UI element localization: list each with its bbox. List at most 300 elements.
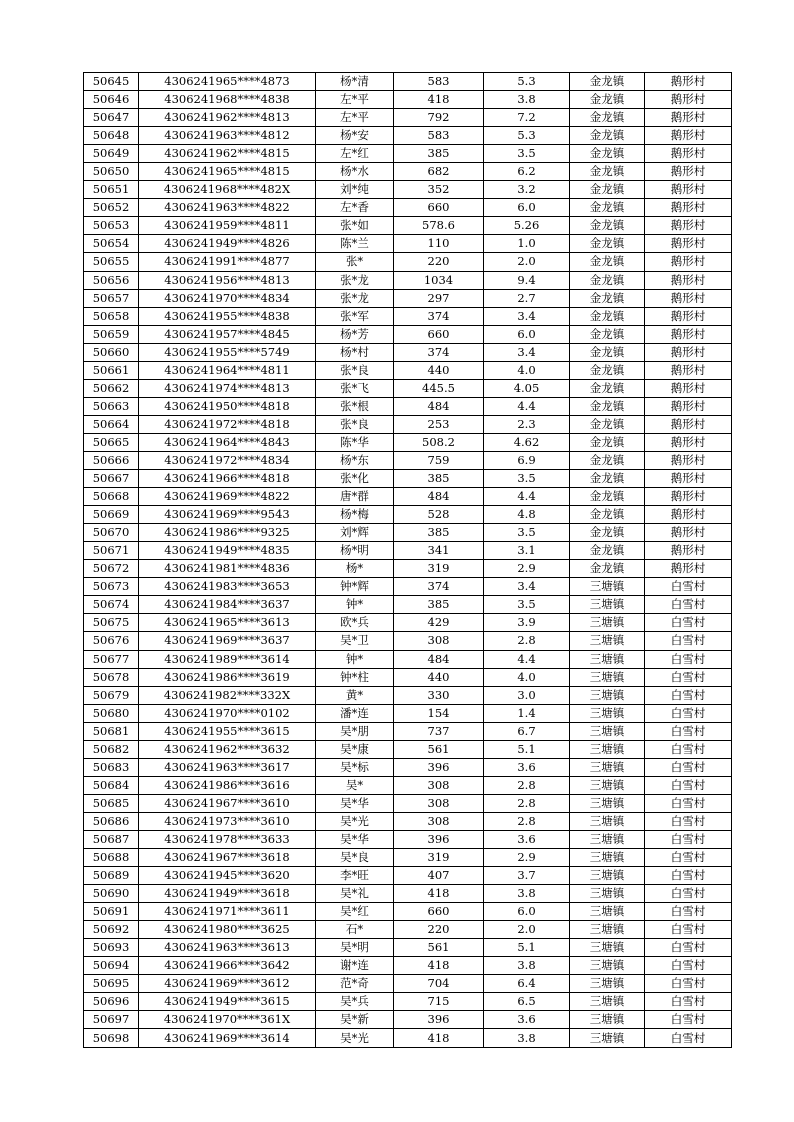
area-cell: 3.8 [484,1029,570,1047]
id-number-cell: 4306241983****3653 [139,578,316,596]
town-cell: 金龙镇 [570,506,645,524]
town-cell: 金龙镇 [570,470,645,488]
name-cell: 张* [316,253,394,271]
village-cell: 白雪村 [645,812,732,830]
amount-cell: 341 [394,542,484,560]
town-cell: 金龙镇 [570,451,645,469]
table-row [84,235,732,253]
area-cell: 2.0 [484,921,570,939]
village-cell: 白雪村 [645,740,732,758]
table-row [84,488,732,506]
table-row [84,127,732,145]
village-cell: 鹅形村 [645,163,732,181]
table-row [84,379,732,397]
area-cell: 2.8 [484,812,570,830]
table-row [84,722,732,740]
serial-number-cell: 50695 [84,975,139,993]
amount-cell: 418 [394,885,484,903]
table-row [84,470,732,488]
area-cell: 5.1 [484,740,570,758]
village-cell: 鹅形村 [645,109,732,127]
table-row [84,325,732,343]
serial-number-cell: 50692 [84,921,139,939]
area-cell: 4.05 [484,379,570,397]
amount-cell: 352 [394,181,484,199]
area-cell: 6.7 [484,722,570,740]
table-row [84,451,732,469]
town-cell: 金龙镇 [570,397,645,415]
table-row [84,217,732,235]
area-cell: 5.26 [484,217,570,235]
name-cell: 刘*纯 [316,181,394,199]
town-cell: 金龙镇 [570,127,645,145]
id-number-cell: 4306241978****3633 [139,830,316,848]
records-table-body [84,73,732,1048]
id-number-cell: 4306241986****3619 [139,668,316,686]
serial-number-cell: 50651 [84,181,139,199]
table-row [84,686,732,704]
name-cell: 杨* [316,560,394,578]
village-cell: 白雪村 [645,722,732,740]
area-cell: 6.0 [484,903,570,921]
id-number-cell: 4306241969****4822 [139,488,316,506]
id-number-cell: 4306241970****0102 [139,704,316,722]
table-row [84,650,732,668]
village-cell: 白雪村 [645,686,732,704]
id-number-cell: 4306241969****9543 [139,506,316,524]
amount-cell: 396 [394,758,484,776]
amount-cell: 715 [394,993,484,1011]
village-cell: 鹅形村 [645,506,732,524]
serial-number-cell: 50652 [84,199,139,217]
amount-cell: 319 [394,560,484,578]
id-number-cell: 4306241962****4815 [139,145,316,163]
name-cell: 吴*新 [316,1011,394,1029]
village-cell: 白雪村 [645,596,732,614]
table-row [84,740,732,758]
town-cell: 金龙镇 [570,145,645,163]
id-number-cell: 4306241963****3617 [139,758,316,776]
amount-cell: 385 [394,145,484,163]
name-cell: 吴* [316,776,394,794]
village-cell: 白雪村 [645,578,732,596]
serial-number-cell: 50697 [84,1011,139,1029]
table-row [84,397,732,415]
name-cell: 左*香 [316,199,394,217]
town-cell: 金龙镇 [570,109,645,127]
area-cell: 2.8 [484,776,570,794]
serial-number-cell: 50673 [84,578,139,596]
serial-number-cell: 50649 [84,145,139,163]
serial-number-cell: 50685 [84,794,139,812]
serial-number-cell: 50687 [84,830,139,848]
amount-cell: 220 [394,253,484,271]
name-cell: 左*平 [316,109,394,127]
area-cell: 4.0 [484,361,570,379]
table-row [84,776,732,794]
id-number-cell: 4306241962****3632 [139,740,316,758]
village-cell: 白雪村 [645,650,732,668]
name-cell: 李*旺 [316,867,394,885]
area-cell: 3.1 [484,542,570,560]
town-cell: 三塘镇 [570,794,645,812]
area-cell: 3.4 [484,343,570,361]
table-row [84,73,732,91]
table-row [84,542,732,560]
id-number-cell: 4306241971****3611 [139,903,316,921]
id-number-cell: 4306241974****4813 [139,379,316,397]
serial-number-cell: 50646 [84,91,139,109]
amount-cell: 484 [394,397,484,415]
id-number-cell: 4306241949****3615 [139,993,316,1011]
serial-number-cell: 50654 [84,235,139,253]
area-cell: 4.4 [484,397,570,415]
town-cell: 三塘镇 [570,921,645,939]
name-cell: 刘*辉 [316,524,394,542]
name-cell: 张*龙 [316,289,394,307]
table-row [84,163,732,181]
name-cell: 黄* [316,686,394,704]
serial-number-cell: 50655 [84,253,139,271]
table-row [84,1011,732,1029]
amount-cell: 583 [394,73,484,91]
area-cell: 2.8 [484,794,570,812]
town-cell: 三塘镇 [570,578,645,596]
amount-cell: 578.6 [394,217,484,235]
table-row [84,560,732,578]
village-cell: 鹅形村 [645,307,732,325]
amount-cell: 508.2 [394,433,484,451]
area-cell: 3.8 [484,91,570,109]
amount-cell: 319 [394,849,484,867]
village-cell: 鹅形村 [645,145,732,163]
village-cell: 鹅形村 [645,433,732,451]
serial-number-cell: 50669 [84,506,139,524]
area-cell: 2.7 [484,289,570,307]
serial-number-cell: 50675 [84,614,139,632]
area-cell: 6.4 [484,975,570,993]
table-row [84,253,732,271]
area-cell: 3.9 [484,614,570,632]
table-row [84,903,732,921]
amount-cell: 154 [394,704,484,722]
table-row [84,199,732,217]
town-cell: 金龙镇 [570,415,645,433]
id-number-cell: 4306241980****3625 [139,921,316,939]
name-cell: 杨*梅 [316,506,394,524]
area-cell: 2.8 [484,632,570,650]
village-cell: 鹅形村 [645,379,732,397]
town-cell: 金龙镇 [570,542,645,560]
amount-cell: 385 [394,596,484,614]
amount-cell: 704 [394,975,484,993]
amount-cell: 440 [394,668,484,686]
id-number-cell: 4306241967****3610 [139,794,316,812]
town-cell: 三塘镇 [570,1011,645,1029]
id-number-cell: 4306241969****3612 [139,975,316,993]
name-cell: 杨*村 [316,343,394,361]
area-cell: 3.4 [484,307,570,325]
area-cell: 5.1 [484,939,570,957]
name-cell: 张*龙 [316,271,394,289]
name-cell: 杨*芳 [316,325,394,343]
id-number-cell: 4306241949****4826 [139,235,316,253]
town-cell: 三塘镇 [570,704,645,722]
village-cell: 白雪村 [645,1011,732,1029]
village-cell: 白雪村 [645,903,732,921]
name-cell: 吴*明 [316,939,394,957]
table-row [84,91,732,109]
amount-cell: 792 [394,109,484,127]
village-cell: 鹅形村 [645,470,732,488]
table-row [84,307,732,325]
town-cell: 三塘镇 [570,722,645,740]
village-cell: 白雪村 [645,885,732,903]
village-cell: 白雪村 [645,1029,732,1047]
serial-number-cell: 50678 [84,668,139,686]
serial-number-cell: 50653 [84,217,139,235]
serial-number-cell: 50645 [84,73,139,91]
area-cell: 4.4 [484,650,570,668]
village-cell: 鹅形村 [645,397,732,415]
town-cell: 三塘镇 [570,957,645,975]
area-cell: 9.4 [484,271,570,289]
id-number-cell: 4306241965****4873 [139,73,316,91]
id-number-cell: 4306241964****4811 [139,361,316,379]
area-cell: 1.0 [484,235,570,253]
area-cell: 3.2 [484,181,570,199]
amount-cell: 308 [394,812,484,830]
area-cell: 3.4 [484,578,570,596]
name-cell: 钟*柱 [316,668,394,686]
name-cell: 左*红 [316,145,394,163]
id-number-cell: 4306241956****4813 [139,271,316,289]
town-cell: 金龙镇 [570,163,645,181]
table-row [84,632,732,650]
table-row [84,343,732,361]
village-cell: 鹅形村 [645,199,732,217]
table-row [84,830,732,848]
village-cell: 鹅形村 [645,217,732,235]
town-cell: 金龙镇 [570,217,645,235]
amount-cell: 253 [394,415,484,433]
serial-number-cell: 50672 [84,560,139,578]
id-number-cell: 4306241963****4822 [139,199,316,217]
village-cell: 鹅形村 [645,127,732,145]
serial-number-cell: 50683 [84,758,139,776]
town-cell: 三塘镇 [570,1029,645,1047]
id-number-cell: 4306241965****4815 [139,163,316,181]
name-cell: 吴*兵 [316,993,394,1011]
name-cell: 杨*东 [316,451,394,469]
town-cell: 三塘镇 [570,830,645,848]
area-cell: 3.6 [484,830,570,848]
name-cell: 钟*辉 [316,578,394,596]
id-number-cell: 4306241966****3642 [139,957,316,975]
id-number-cell: 4306241981****4836 [139,560,316,578]
name-cell: 潘*连 [316,704,394,722]
amount-cell: 220 [394,921,484,939]
area-cell: 6.5 [484,993,570,1011]
serial-number-cell: 50674 [84,596,139,614]
name-cell: 张*良 [316,361,394,379]
amount-cell: 385 [394,470,484,488]
table-row [84,433,732,451]
name-cell: 陈*华 [316,433,394,451]
town-cell: 金龙镇 [570,560,645,578]
village-cell: 鹅形村 [645,343,732,361]
id-number-cell: 4306241962****4813 [139,109,316,127]
area-cell: 2.0 [484,253,570,271]
table-row [84,361,732,379]
table-row [84,939,732,957]
table-row [84,704,732,722]
id-number-cell: 4306241986****3616 [139,776,316,794]
id-number-cell: 4306241970****4834 [139,289,316,307]
amount-cell: 297 [394,289,484,307]
name-cell: 杨*安 [316,127,394,145]
area-cell: 3.5 [484,596,570,614]
serial-number-cell: 50671 [84,542,139,560]
area-cell: 6.0 [484,325,570,343]
name-cell: 张*根 [316,397,394,415]
serial-number-cell: 50690 [84,885,139,903]
area-cell: 3.8 [484,957,570,975]
area-cell: 6.2 [484,163,570,181]
id-number-cell: 4306241968****482X [139,181,316,199]
table-row [84,794,732,812]
name-cell: 吴*红 [316,903,394,921]
table-row [84,885,732,903]
amount-cell: 660 [394,325,484,343]
name-cell: 钟* [316,596,394,614]
village-cell: 白雪村 [645,830,732,848]
amount-cell: 484 [394,650,484,668]
table-row [84,596,732,614]
amount-cell: 374 [394,307,484,325]
amount-cell: 308 [394,632,484,650]
amount-cell: 396 [394,1011,484,1029]
amount-cell: 407 [394,867,484,885]
id-number-cell: 4306241965****3613 [139,614,316,632]
name-cell: 吴*康 [316,740,394,758]
town-cell: 三塘镇 [570,758,645,776]
name-cell: 欧*兵 [316,614,394,632]
village-cell: 白雪村 [645,704,732,722]
town-cell: 金龙镇 [570,307,645,325]
town-cell: 金龙镇 [570,524,645,542]
name-cell: 吴*朋 [316,722,394,740]
name-cell: 唐*群 [316,488,394,506]
town-cell: 金龙镇 [570,361,645,379]
town-cell: 三塘镇 [570,975,645,993]
table-row [84,1029,732,1047]
name-cell: 陈*兰 [316,235,394,253]
amount-cell: 561 [394,939,484,957]
village-cell: 白雪村 [645,758,732,776]
town-cell: 三塘镇 [570,686,645,704]
name-cell: 张*飞 [316,379,394,397]
amount-cell: 418 [394,1029,484,1047]
name-cell: 石* [316,921,394,939]
serial-number-cell: 50693 [84,939,139,957]
town-cell: 金龙镇 [570,235,645,253]
id-number-cell: 4306241963****4812 [139,127,316,145]
table-row [84,289,732,307]
village-cell: 鹅形村 [645,235,732,253]
amount-cell: 308 [394,776,484,794]
id-number-cell: 4306241991****4877 [139,253,316,271]
town-cell: 三塘镇 [570,650,645,668]
records-table [83,72,732,1048]
amount-cell: 374 [394,578,484,596]
serial-number-cell: 50663 [84,397,139,415]
id-number-cell: 4306241964****4843 [139,433,316,451]
table-row [84,181,732,199]
id-number-cell: 4306241955****4838 [139,307,316,325]
town-cell: 三塘镇 [570,668,645,686]
name-cell: 左*平 [316,91,394,109]
table-row [84,849,732,867]
serial-number-cell: 50666 [84,451,139,469]
id-number-cell: 4306241957****4845 [139,325,316,343]
town-cell: 金龙镇 [570,199,645,217]
serial-number-cell: 50647 [84,109,139,127]
table-row [84,957,732,975]
amount-cell: 484 [394,488,484,506]
table-row [84,524,732,542]
id-number-cell: 4306241982****332X [139,686,316,704]
id-number-cell: 4306241963****3613 [139,939,316,957]
serial-number-cell: 50689 [84,867,139,885]
serial-number-cell: 50660 [84,343,139,361]
village-cell: 白雪村 [645,794,732,812]
id-number-cell: 4306241968****4838 [139,91,316,109]
village-cell: 白雪村 [645,776,732,794]
table-row [84,993,732,1011]
amount-cell: 660 [394,199,484,217]
serial-number-cell: 50670 [84,524,139,542]
area-cell: 2.9 [484,849,570,867]
serial-number-cell: 50684 [84,776,139,794]
area-cell: 3.5 [484,470,570,488]
town-cell: 金龙镇 [570,433,645,451]
town-cell: 三塘镇 [570,614,645,632]
area-cell: 3.6 [484,758,570,776]
area-cell: 4.62 [484,433,570,451]
serial-number-cell: 50688 [84,849,139,867]
id-number-cell: 4306241986****9325 [139,524,316,542]
amount-cell: 429 [394,614,484,632]
area-cell: 6.9 [484,451,570,469]
amount-cell: 440 [394,361,484,379]
village-cell: 白雪村 [645,632,732,650]
amount-cell: 561 [394,740,484,758]
village-cell: 鹅形村 [645,451,732,469]
area-cell: 1.4 [484,704,570,722]
town-cell: 金龙镇 [570,325,645,343]
table-row [84,614,732,632]
town-cell: 三塘镇 [570,885,645,903]
table-row [84,758,732,776]
amount-cell: 396 [394,830,484,848]
village-cell: 鹅形村 [645,289,732,307]
area-cell: 5.3 [484,127,570,145]
area-cell: 4.4 [484,488,570,506]
area-cell: 3.5 [484,145,570,163]
id-number-cell: 4306241973****3610 [139,812,316,830]
village-cell: 白雪村 [645,921,732,939]
